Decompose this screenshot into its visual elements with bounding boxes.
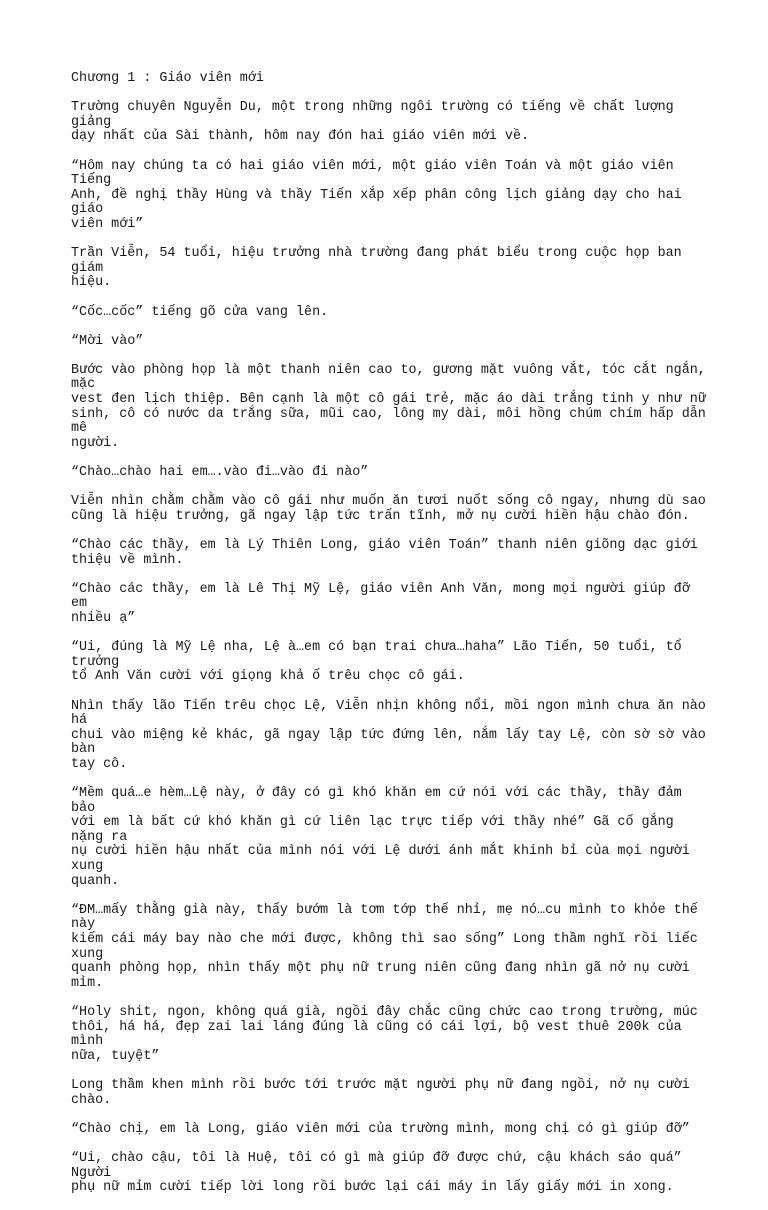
paragraph: “Hôm nay chúng ta có hai giáo viên mới, một giáo viên Toán và một giáo viên Tiếng Anh, đề nghị thầy Hùng và thầy Tiến xắp xếp phân công lịch giảng dạy cho hai giáo viên mới” (71, 158, 682, 232)
paragraph: “Chào các thầy, em là Lý Thiên Long, giáo viên Toán” thanh niên giõng dạc giới thiệu về mình. (71, 538, 698, 568)
paragraph: Long thầm khen mình rồi bước tới trước mặt người phụ nữ đang ngồi, nở nụ cười chào. (71, 1077, 690, 1108)
paragraph: “Ui, đúng là Mỹ Lệ nha, Lệ à…em có bạn trai chưa…haha” Lão Tiến, 50 tuổi, tổ trưởng tổ Anh Văn cười với giọng khả ố trêu chọc cô gái. (71, 640, 682, 685)
paragraph: “Holy shit, ngon, không quá già, ngồi đây chắc cũng chức cao trong trường, múc thôi, há há, đẹp zai lai láng đúng là cũng có cái lợi, bộ vest thuê 200k của mình nữa, tuyệt” (71, 1005, 698, 1064)
paragraph: “Cốc…cốc” tiếng gõ cửa vang lên. (71, 304, 329, 320)
paragraph: “Chào…chào hai em….vào đi…vào đi nào” (71, 465, 369, 481)
paragraph: Trường chuyên Nguyễn Du, một trong những ngôi trường có tiếng về chất lượng giảng dạy nhất của Sài thành, hôm nay đón hai giáo viên mới về. (71, 100, 674, 145)
chapter-title: Chương 1 : Giáo viên mới (71, 71, 264, 86)
paragraph: Trần Viễn, 54 tuổi, hiệu trưởng nhà trường đang phát biểu trong cuộc họp ban giám hiệu. (71, 246, 682, 291)
paragraph: “Ui, chào cậu, tôi là Huệ, tôi có gì mà giúp đỡ được chứ, cậu khách sáo quá” Người phụ nữ mỉm cười tiếp lời long rồi bước lại cái máy in lấy giấy mới in xong. (71, 1150, 682, 1196)
paragraph: “Mời vào” (71, 333, 144, 349)
document-page (71, 72, 711, 1210)
paragraph: Bước vào phòng họp là một thanh niên cao to, gương mặt vuông vắt, tóc cắt ngắn, mặc vest đen lịch thiệp. Bên cạnh là một cô gái trẻ, mặc áo dài trắng tinh y như nữ sinh, cô có nước da trắng sữa, mũi cao, lông my dài, môi hồng chúm chím hấp dẫn mê người. (71, 362, 706, 451)
paragraph: “Chào chị, em là Long, giáo viên mới của trường mình, mong chị có gì giúp đỡ” (71, 1121, 690, 1137)
paragraph: Nhìn thấy lão Tiến trêu chọc Lệ, Viễn nhịn không nổi, mồi ngon mình chưa ăn nào há chui vào miệng kẻ khác, gã ngay lập tức đứng lên, nắm lấy tay Lệ, còn sờ sờ vào bàn tay cô. (71, 698, 706, 772)
paragraph: Viễn nhìn chằm chằm vào cô gái như muốn ăn tươi nuốt sống cô ngay, nhưng dù sao cũng là hiệu trưởng, gã ngay lập tức trấn tĩnh, mở nụ cười hiền hậu chào đón. (71, 494, 706, 524)
paragraph: “Chào các thầy, em là Lê Thị Mỹ Lệ, giáo viên Anh Văn, mong mọi người giúp đỡ em nhiều ạ” (71, 581, 690, 626)
paragraph: “ĐM…mấy thằng già này, thấy bướm là tơm tớp thế nhỉ, mẹ nó…cu mình to khỏe thế này kiếm cái máy bay nào che mới được, không thì sao sống” Long thầm nghĩ rồi liếc xung quanh phòng họp, nhìn thấy một phụ nữ trung niên cũng đang nhìn gã nở nụ cười mỉm. (71, 902, 698, 991)
paragraph: “Mềm quá…e hèm…Lệ này, ở đây có gì khó khăn em cứ nói với các thầy, thầy đảm bảo với em là bất cứ khó khăn gì cứ liên lạc trực tiếp với thầy nhé” Gã cố gắng nặng ra nụ cười hiền hậu nhất của mình nói với Lệ dưới ánh mắt khinh bỉ của mọi người xung quanh. (71, 786, 690, 889)
